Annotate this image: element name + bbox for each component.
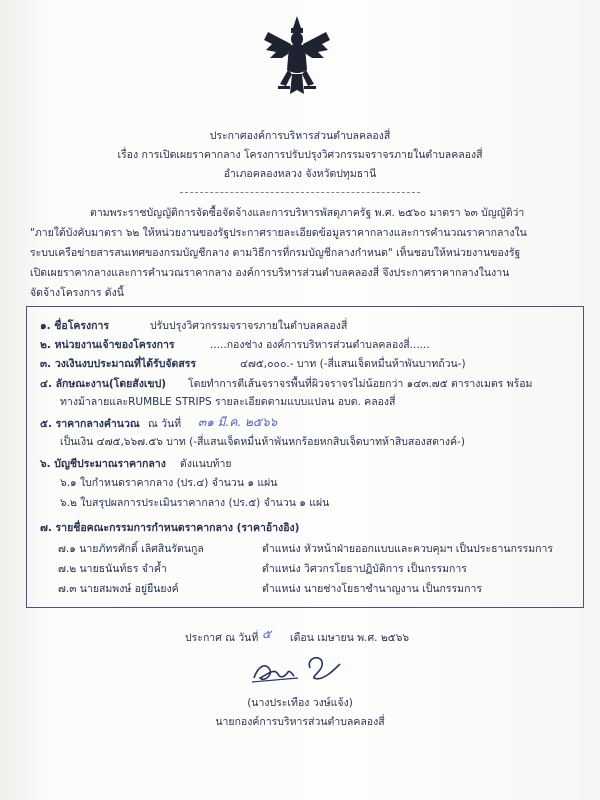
intro-line-3: ระบบเครือข่ายสารสนเทศของกรมบัญชีกลาง ตามวิธีการที่กรมบัญชีกลางกำหนด" เห็นชอบให้หน่วยงานของรัฐ	[30, 247, 521, 259]
committee-member-3-role: ตำแหน่ง นายช่างโยธาชำนาญงาน เป็นกรรมการ	[262, 583, 482, 595]
garuda-emblem	[262, 14, 332, 100]
item-5-value: ณ วันที่	[148, 418, 182, 430]
item-3-value: ๔๗๕,๐๐๐.- บาท (-สี่แสนเจ็ดหมื่นห้าพันบาทถ้วน-)	[240, 358, 466, 370]
item-7-label: ๗. รายชื่อคณะกรรมการกำหนดราคากลาง (ราคาอ้างอิง)	[40, 522, 300, 534]
header-district: อำเภอคลองหลวง จังหวัดปทุมธานี	[223, 168, 377, 180]
handwritten-signature	[248, 648, 358, 690]
item-6-2: ๖.๒ ใบสรุปผลการประเมินราคากลาง (ปร.๕) จำนวน ๑ แผ่น	[60, 497, 330, 509]
announce-prefix: ประกาศ ณ วันที่	[185, 632, 259, 644]
item-6-1: ๖.๑ ใบกำหนดราคากลาง (ปร.๔) จำนวน ๑ แผ่น	[60, 477, 278, 489]
committee-member-2-role: ตำแหน่ง วิศวกรโยธาปฏิบัติการ เป็นกรรมการ	[262, 563, 467, 575]
signer-title: นายกองค์การบริหารส่วนตำบลคลองสี่	[215, 716, 385, 728]
header-subject: เรื่อง การเปิดเผยราคากลาง โครงการปรับปรุงวิศวกรรมจราจรภายในตำบลคลองสี่	[117, 149, 483, 161]
header-office: ประกาศองค์การบริหารส่วนตำบลคลองสี่	[209, 130, 391, 142]
item-2-value: .....กองช่าง องค์การบริหารส่วนตำบลคลองสี่......	[210, 339, 430, 351]
signer-name: (นางประเทือง วงษ์แจ้ง)	[247, 697, 353, 709]
intro-line-5: จัดจ้างโครงการ ดังนี้	[30, 287, 124, 299]
item-4-value: โดยทำการตีเส้นจราจรพื้นที่ผิวจราจรไม่น้อยกว่า ๑๔๓.๗๕ ตารางเมตร พร้อม	[188, 378, 533, 390]
item-1-value: ปรับปรุงวิศวกรรมจราจรภายในตำบลคลองสี่	[150, 320, 348, 332]
item-4-label: ๔. ลักษณะงาน(โดยสังเขป)	[40, 378, 167, 390]
item-3-label: ๓. วงเงินงบประมาณที่ได้รับจัดสรร	[40, 358, 197, 370]
intro-line-4: เปิดเผยราคากลางและการคำนวณราคากลาง องค์การบริหารส่วนตำบลคลองสี่ จึงประกาศราคากลางในงาน	[30, 267, 510, 279]
announce-day: ๕	[262, 627, 272, 641]
header-divider	[180, 192, 420, 193]
item-1-label: ๑. ชื่อโครงการ	[40, 320, 110, 332]
committee-member-2-name: ๗.๒ นายธนันท์ธร จำค้ำ	[58, 563, 167, 575]
intro-line-2: "ภายใต้บังคับมาตรา ๖๒ ให้หน่วยงานของรัฐประกาศรายละเอียดข้อมูลราคากลางและการคำนวณราคากลางใน	[30, 227, 527, 239]
committee-member-3-name: ๗.๓ นายสมพงษ์ อยู่ยืนยงค์	[58, 583, 179, 595]
item-5-continued: เป็นเงิน ๔๗๕,๖๖๗.๕๖ บาท (-สี่แสนเจ็ดหมื่นห้าพันหกร้อยหกสิบเจ็ดบาทห้าสิบสองสตางค์-)	[60, 436, 465, 448]
item-4-continued: ทางม้าลายและRUMBLE STRIPS รายละเอียดตามแบบแปลน อบต. คลองสี่	[60, 396, 396, 408]
item-6-label: ๖. บัญชีประมาณราคากลาง	[40, 458, 166, 470]
item-5-label: ๕. ราคากลางคำนวณ	[40, 418, 140, 430]
item-5-date: ๓๑ มี.ค. ๒๕๖๖	[198, 415, 278, 429]
committee-member-1-role: ตำแหน่ง หัวหน้าฝ่ายออกแบบและควบคุมฯ เป็นประธานกรรมการ	[262, 543, 554, 555]
announce-month-year: เดือน เมษายน พ.ศ. ๒๕๖๖	[290, 632, 410, 644]
item-2-label: ๒. หน่วยงานเจ้าของโครงการ	[40, 339, 175, 351]
committee-member-1-name: ๗.๑ นายภัทรศักดิ์ เลิศสินรัตนกูล	[58, 543, 204, 555]
item-6-value: ดังแนบท้าย	[180, 458, 232, 470]
intro-line-1: ตามพระราชบัญญัติการจัดซื้อจัดจ้างและการบริหารพัสดุภาครัฐ พ.ศ. ๒๕๖๐ มาตรา ๖๓ บัญญัติว่า	[90, 207, 525, 219]
